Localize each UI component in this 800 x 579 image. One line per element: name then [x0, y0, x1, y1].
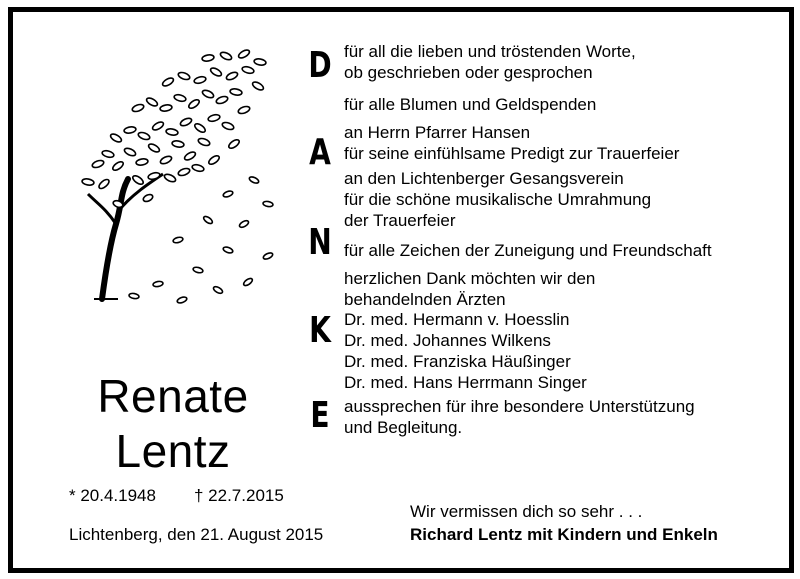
text-line: aussprechen für ihre besondere Unterstützung — [344, 397, 695, 416]
obituary-notice — [8, 7, 794, 573]
place-and-date: Lichtenberg, den 21. August 2015 — [69, 525, 324, 544]
text-line: ob geschrieben oder gesprochen — [344, 63, 593, 82]
danke-letter-n: N — [308, 222, 332, 263]
text-line: an den Lichtenberger Gesangsverein — [344, 169, 624, 188]
windblown-tree-illustration — [58, 44, 293, 314]
birth-date: * 20.4.1948 — [69, 486, 156, 505]
danke-letter-e: E — [310, 395, 330, 436]
text-line: Dr. med. Hans Herrmann Singer — [344, 373, 587, 392]
deceased-first-name: Renate — [97, 370, 249, 422]
closing-line: Wir vermissen dich so sehr . . . — [410, 502, 643, 521]
deceased-last-name: Lentz — [115, 425, 231, 477]
text-line: behandelnden Ärzten — [344, 290, 506, 309]
text-line: der Trauerfeier — [344, 211, 456, 230]
text-line: Dr. med. Franziska Häußinger — [344, 352, 571, 371]
text-line: für seine einfühlsame Predigt zur Trauerfeier — [344, 144, 680, 163]
danke-letter-a: A — [309, 132, 331, 173]
text-line: und Begleitung. — [344, 418, 463, 437]
danke-letter-k: K — [309, 310, 331, 351]
danke-letter-d: D — [308, 45, 332, 86]
signature: Richard Lentz mit Kindern und Enkeln — [410, 525, 718, 544]
death-date: † 22.7.2015 — [194, 486, 284, 505]
text-line: Dr. med. Johannes Wilkens — [344, 331, 551, 350]
text-line: Dr. med. Hermann v. Hoesslin — [344, 310, 570, 329]
text-line: für all die lieben und tröstenden Worte, — [344, 42, 636, 61]
text-line: für alle Blumen und Geldspenden — [344, 95, 597, 114]
text-line: an Herrn Pfarrer Hansen — [344, 123, 531, 142]
text-line: für alle Zeichen der Zuneigung und Freundschaft — [344, 241, 712, 260]
text-line: herzlichen Dank möchten wir den — [344, 269, 596, 288]
text-line: für die schöne musikalische Umrahmung — [344, 190, 652, 209]
